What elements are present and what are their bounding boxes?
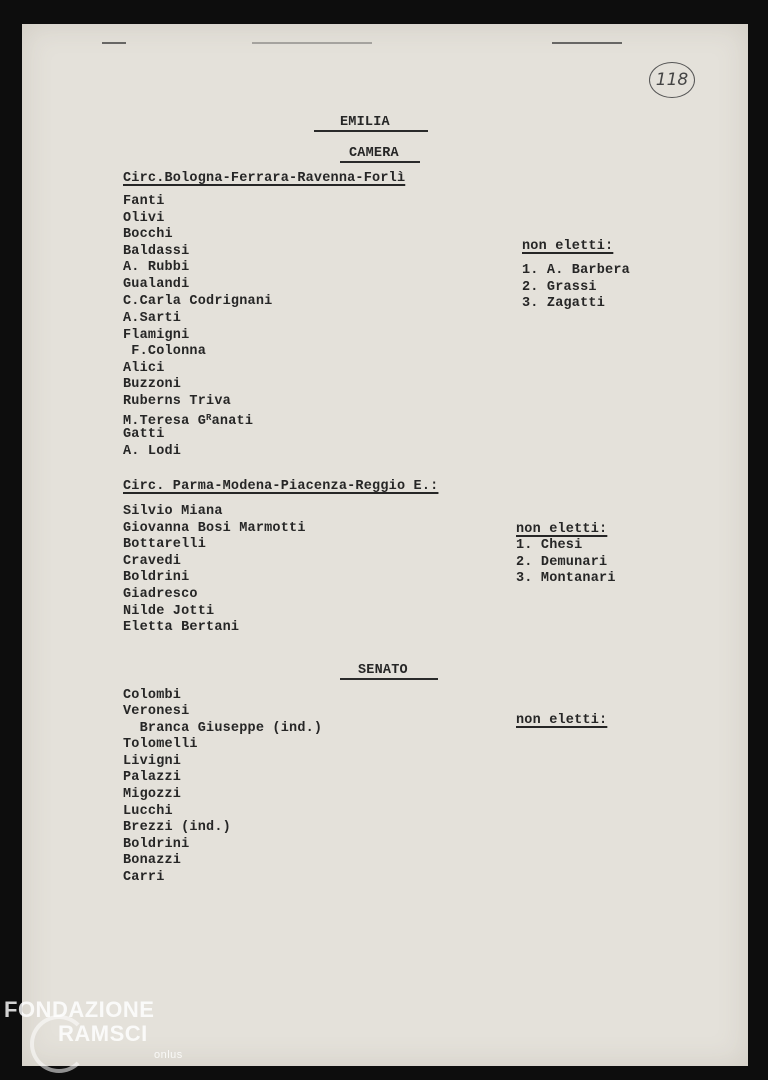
list-item: Baldassi — [123, 244, 190, 259]
list-item: Gatti — [123, 427, 165, 442]
list-item: Veronesi — [123, 704, 190, 719]
chamber-heading: CAMERA — [349, 146, 399, 161]
list-item: 2. Demunari — [516, 555, 608, 570]
watermark-line3: onlus — [154, 1049, 183, 1061]
list-item: Boldrini — [123, 837, 190, 852]
list-item: Ruberns Triva — [123, 394, 231, 409]
list-item: C.Carla Codrignani — [123, 294, 273, 309]
list-item: A. Lodi — [123, 444, 182, 459]
top-mark — [552, 42, 622, 44]
list-item: 1. Chesi — [516, 538, 583, 553]
list-item: Buzzoni — [123, 377, 182, 392]
list-item: 3. Montanari — [516, 571, 616, 586]
list-item: Migozzi — [123, 787, 182, 802]
fondazione-gramsci-watermark — [4, 997, 183, 1061]
list-item: Gualandi — [123, 277, 190, 292]
list-item: Giovanna Bosi Marmotti — [123, 521, 306, 536]
circ2-non-eletti-label: non eletti: — [516, 522, 608, 537]
circ1-title: Circ.Bologna-Ferrara-Ravenna-Forlì — [123, 171, 406, 186]
senato-non-eletti-label: non eletti: — [516, 713, 608, 728]
list-item: Palazzi — [123, 770, 182, 785]
list-item: Eletta Bertani — [123, 620, 240, 635]
name-part: M.Teresa G — [123, 414, 207, 429]
list-item: 3. Zagatti — [522, 296, 606, 311]
circ2-title: Circ. Parma-Modena-Piacenza-Reggio E.: — [123, 479, 439, 494]
list-item: Livigni — [123, 754, 182, 769]
list-item: Brezzi (ind.) — [123, 820, 231, 835]
list-item: Boldrini — [123, 570, 190, 585]
list-item: Nilde Jotti — [123, 604, 215, 619]
list-item: Flamigni — [123, 328, 190, 343]
senate-heading: SENATO — [358, 663, 408, 678]
list-item: A. Rubbi — [123, 260, 190, 275]
list-item: Lucchi — [123, 804, 173, 819]
list-item: F.Colonna — [123, 344, 207, 359]
name-part: anati — [211, 414, 254, 429]
superscript-letter: R — [206, 413, 212, 423]
region-heading: EMILIA — [340, 115, 390, 130]
list-item: Branca Giuseppe (ind.) — [123, 721, 323, 736]
list-item: Cravedi — [123, 554, 182, 569]
list-item: Carri — [123, 870, 165, 885]
list-item: Alici — [123, 361, 165, 376]
page-number: 118 — [649, 62, 695, 98]
circ1-non-eletti-label: non eletti: — [522, 239, 614, 254]
list-item: A.Sarti — [123, 311, 182, 326]
list-item: 1. A. Barbera — [522, 263, 630, 278]
list-item: Giadresco — [123, 587, 198, 602]
watermark-line2: RAMSCI — [58, 1021, 148, 1046]
list-item: Fanti — [123, 194, 165, 209]
list-item: Silvio Miana — [123, 504, 223, 519]
list-item: Colombi — [123, 688, 182, 703]
list-item: 2. Grassi — [522, 280, 597, 295]
document-page — [22, 24, 748, 1066]
list-item: Bocchi — [123, 227, 173, 242]
watermark-line1: FONDAZIONE — [4, 997, 155, 1022]
list-item: Tolomelli — [123, 737, 198, 752]
top-mark — [102, 42, 126, 44]
list-item: Bottarelli — [123, 537, 207, 552]
top-mark — [252, 42, 372, 44]
list-item: Olivi — [123, 211, 165, 226]
list-item: Bonazzi — [123, 853, 182, 868]
